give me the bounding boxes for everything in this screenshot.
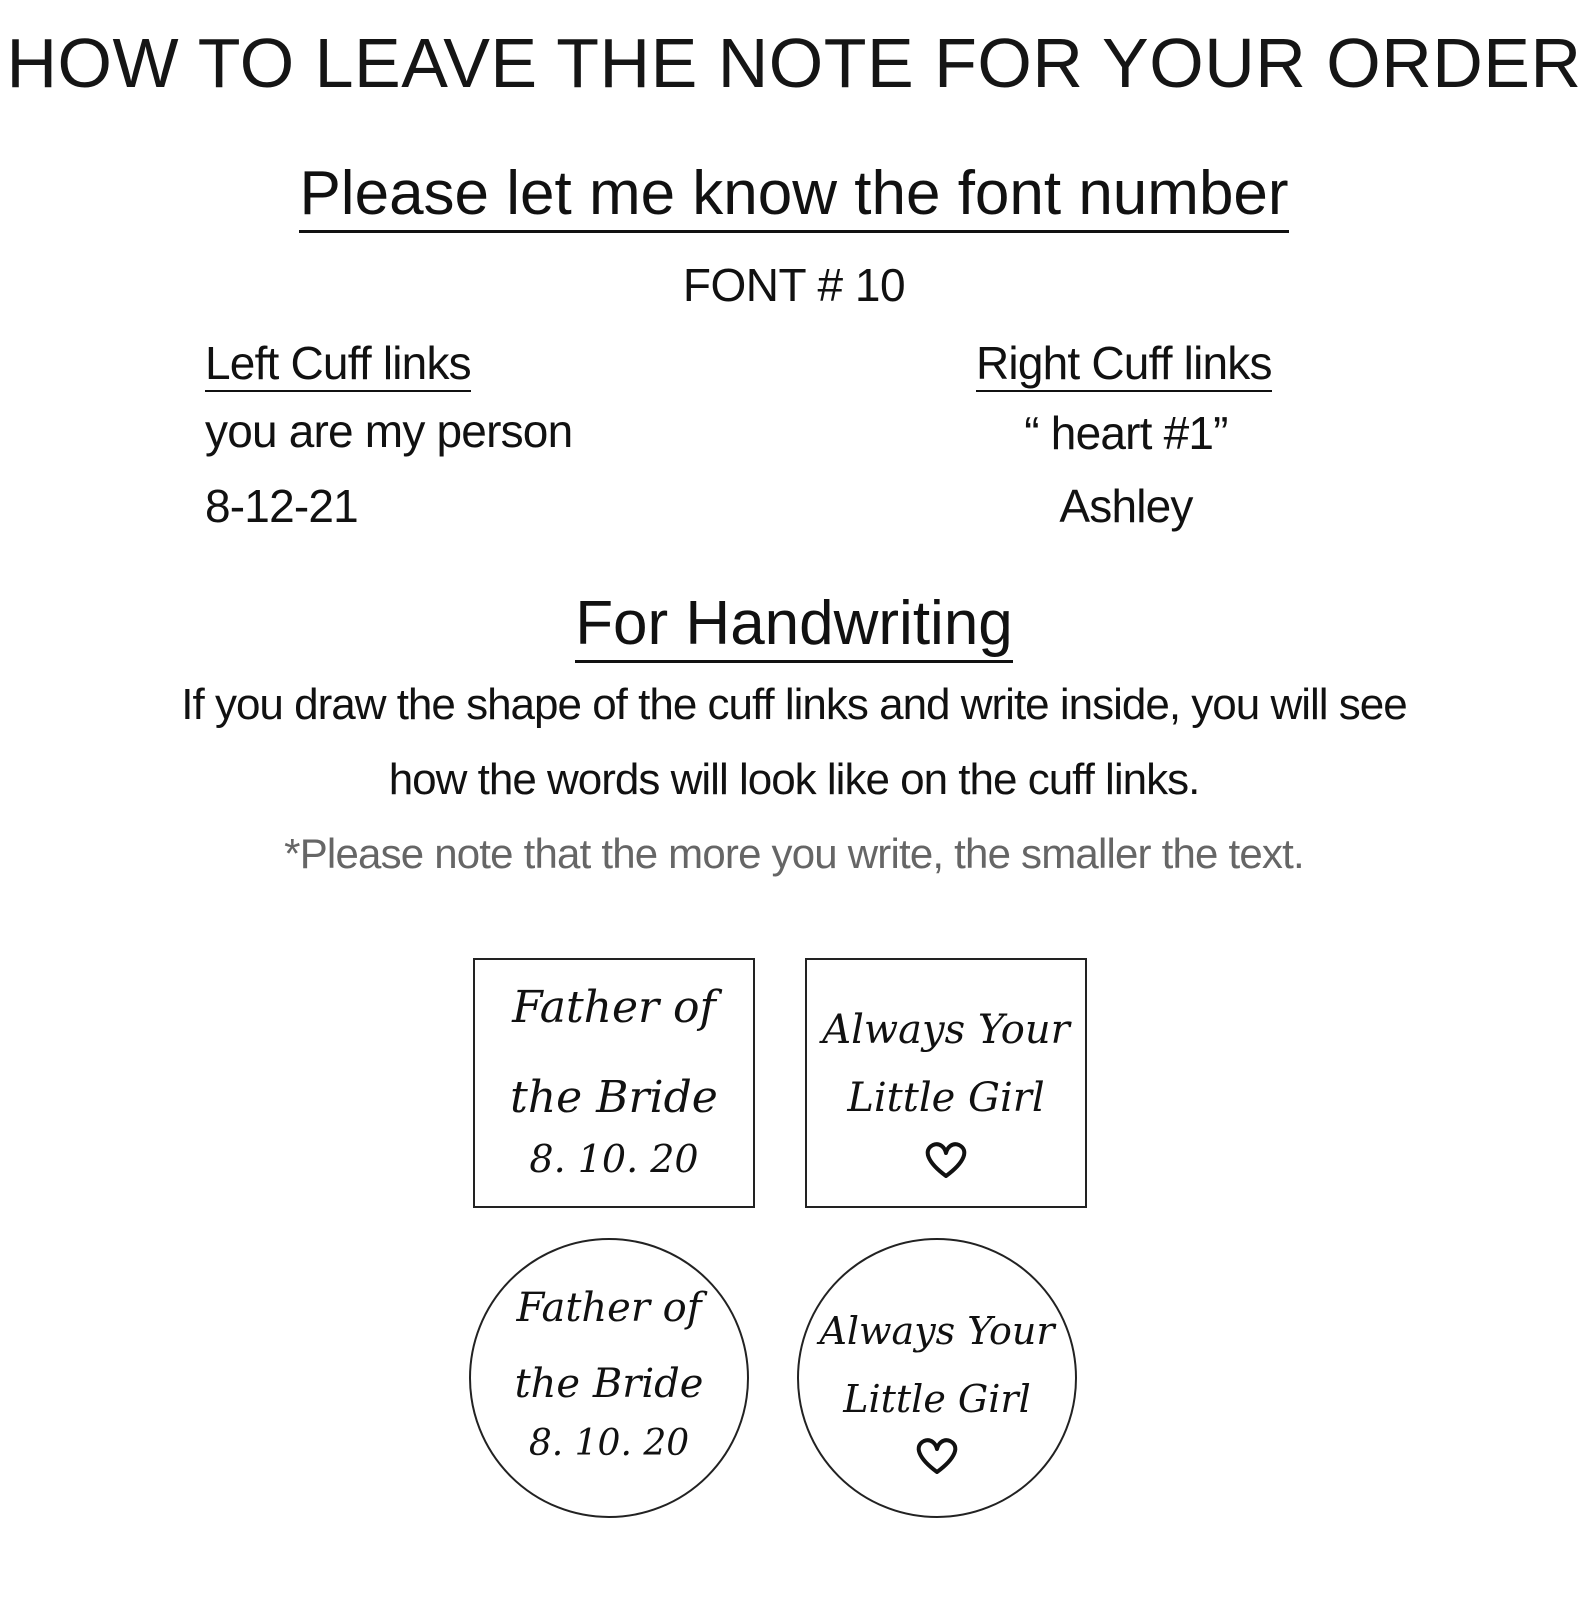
handwriting-instructions-line-1: If you draw the shape of the cuff links and write inside, you will see bbox=[181, 680, 1407, 729]
sample-line: Father of bbox=[516, 1285, 702, 1331]
left-cuff-heading bbox=[205, 337, 471, 389]
right-cuff-heading-text: Right Cuff links bbox=[976, 337, 1272, 392]
circle-sample-father-of-the-bride bbox=[469, 1238, 749, 1518]
handwriting-instructions-line-2: how the words will look like on the cuff links. bbox=[388, 755, 1200, 804]
page-title: HOW TO LEAVE THE NOTE FOR YOUR ORDER bbox=[6, 24, 1582, 102]
right-cuff-heading bbox=[976, 337, 1272, 389]
left-cuff-line-1: you are my person bbox=[205, 405, 573, 457]
handwriting-note: *Please note that the more you write, the smaller the text. bbox=[284, 830, 1304, 877]
sample-line: Always Your bbox=[819, 1309, 1055, 1353]
sample-line: 8. 10. 20 bbox=[529, 1137, 699, 1181]
right-cuff-line-1: “ heart #1” bbox=[1024, 407, 1228, 459]
heart-icon bbox=[921, 1140, 971, 1180]
sample-line: the Bride bbox=[514, 1361, 704, 1407]
sample-line: Always Your bbox=[822, 1007, 1070, 1053]
sample-line: the Bride bbox=[510, 1072, 718, 1123]
font-number-heading bbox=[0, 159, 1588, 228]
sample-line: Little Girl bbox=[843, 1377, 1031, 1421]
sample-line: Father of bbox=[512, 982, 716, 1033]
font-number-example: FONT # 10 bbox=[682, 259, 906, 311]
left-cuff-heading-text: Left Cuff links bbox=[205, 337, 471, 392]
right-cuff-line-2: Ashley bbox=[1059, 480, 1193, 532]
font-number-heading-text: Please let me know the font number bbox=[299, 159, 1288, 233]
square-sample-father-of-the-bride bbox=[473, 958, 755, 1208]
handwriting-heading bbox=[0, 589, 1588, 658]
square-sample-always-your-little-girl bbox=[805, 958, 1087, 1208]
circle-sample-always-your-little-girl bbox=[797, 1238, 1077, 1518]
handwriting-heading-text: For Handwriting bbox=[575, 589, 1013, 663]
left-cuff-line-2: 8-12-21 bbox=[205, 480, 358, 532]
sample-line: Little Girl bbox=[847, 1075, 1045, 1121]
heart-icon bbox=[912, 1436, 962, 1476]
sample-line: 8. 10. 20 bbox=[528, 1423, 690, 1464]
